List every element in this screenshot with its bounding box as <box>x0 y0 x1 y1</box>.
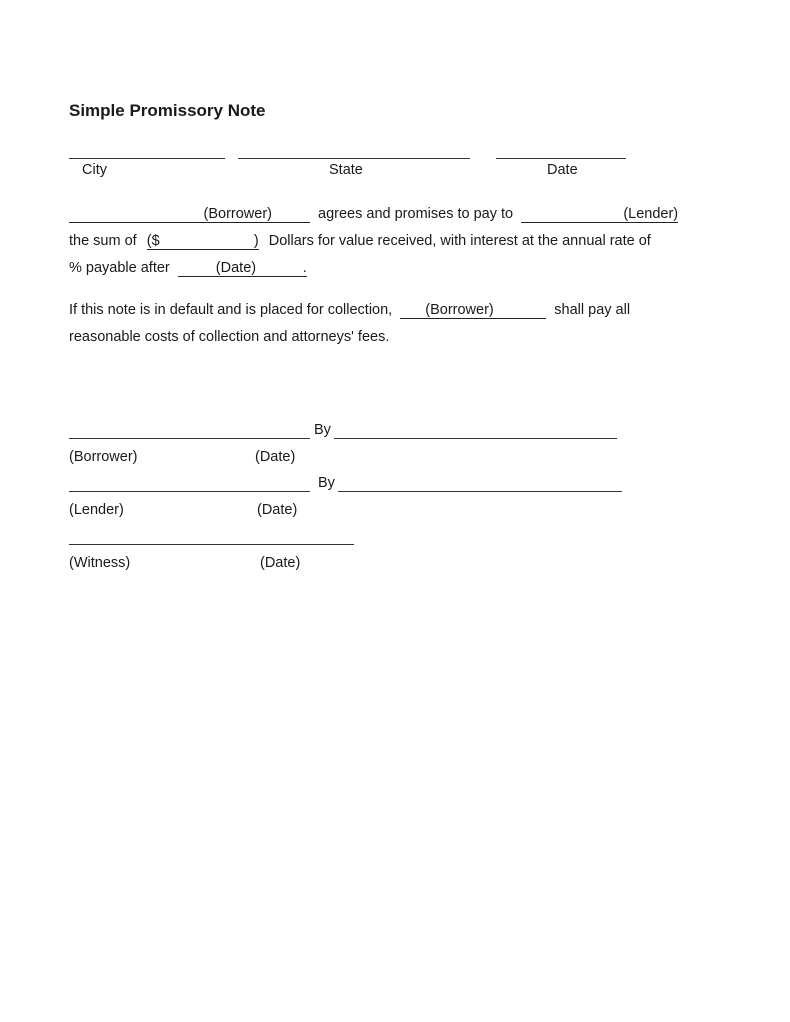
amount-close: ) <box>253 233 259 249</box>
paragraph2-line1 <box>69 300 630 320</box>
borrower-by-line[interactable] <box>334 438 617 439</box>
date-field-line[interactable] <box>496 158 626 159</box>
borrower-placeholder: (Borrower) <box>203 206 272 222</box>
state-label: State <box>329 162 363 178</box>
date-label: Date <box>547 162 578 178</box>
paragraph1-line2 <box>69 231 651 251</box>
paragraph1-line1 <box>69 204 689 224</box>
payable-after-text: % payable after <box>69 260 170 276</box>
borrower-placeholder: (Borrower) <box>425 302 494 318</box>
amount-placeholder: ($ <box>146 233 160 249</box>
paragraph2-line2 <box>69 327 389 347</box>
borrower-name-field[interactable] <box>69 206 310 223</box>
dollars-text: Dollars for value received, with interest at the annual rate of <box>268 233 651 249</box>
lender-date-label: (Date) <box>257 502 298 518</box>
borrower-signature-line[interactable] <box>69 438 310 439</box>
costs-text: reasonable costs of collection and attorneys' fees. <box>69 329 390 345</box>
paragraph1-line3 <box>69 258 307 278</box>
lender-by-line[interactable] <box>338 491 622 492</box>
city-label: City <box>82 162 107 178</box>
lender-label: (Lender) <box>69 502 124 518</box>
city-field-line[interactable] <box>69 158 225 159</box>
witness-date-label: (Date) <box>260 555 301 571</box>
witness-label: (Witness) <box>69 555 131 571</box>
witness-signature-line[interactable] <box>69 544 354 545</box>
period: . <box>302 260 307 276</box>
sum-of-text: the sum of <box>69 233 137 249</box>
borrower-label: (Borrower) <box>69 449 138 465</box>
lender-name-field[interactable] <box>521 206 678 223</box>
amount-field[interactable] <box>147 233 259 250</box>
borrower-by-label: By <box>314 422 331 438</box>
default-text: If this note is in default and is placed for collection, <box>69 302 393 318</box>
lender-placeholder: (Lender) <box>623 206 679 222</box>
payment-date-field[interactable] <box>178 260 307 277</box>
document-title: Simple Promissory Note <box>69 101 266 120</box>
collection-borrower-field[interactable] <box>400 302 546 319</box>
shall-pay-text: shall pay all <box>554 302 631 318</box>
agrees-text: agrees and promises to pay to <box>318 206 514 222</box>
state-field-line[interactable] <box>238 158 470 159</box>
lender-signature-line[interactable] <box>69 491 310 492</box>
date-placeholder: (Date) <box>215 260 257 276</box>
borrower-date-label: (Date) <box>255 449 296 465</box>
lender-by-label: By <box>318 475 335 491</box>
